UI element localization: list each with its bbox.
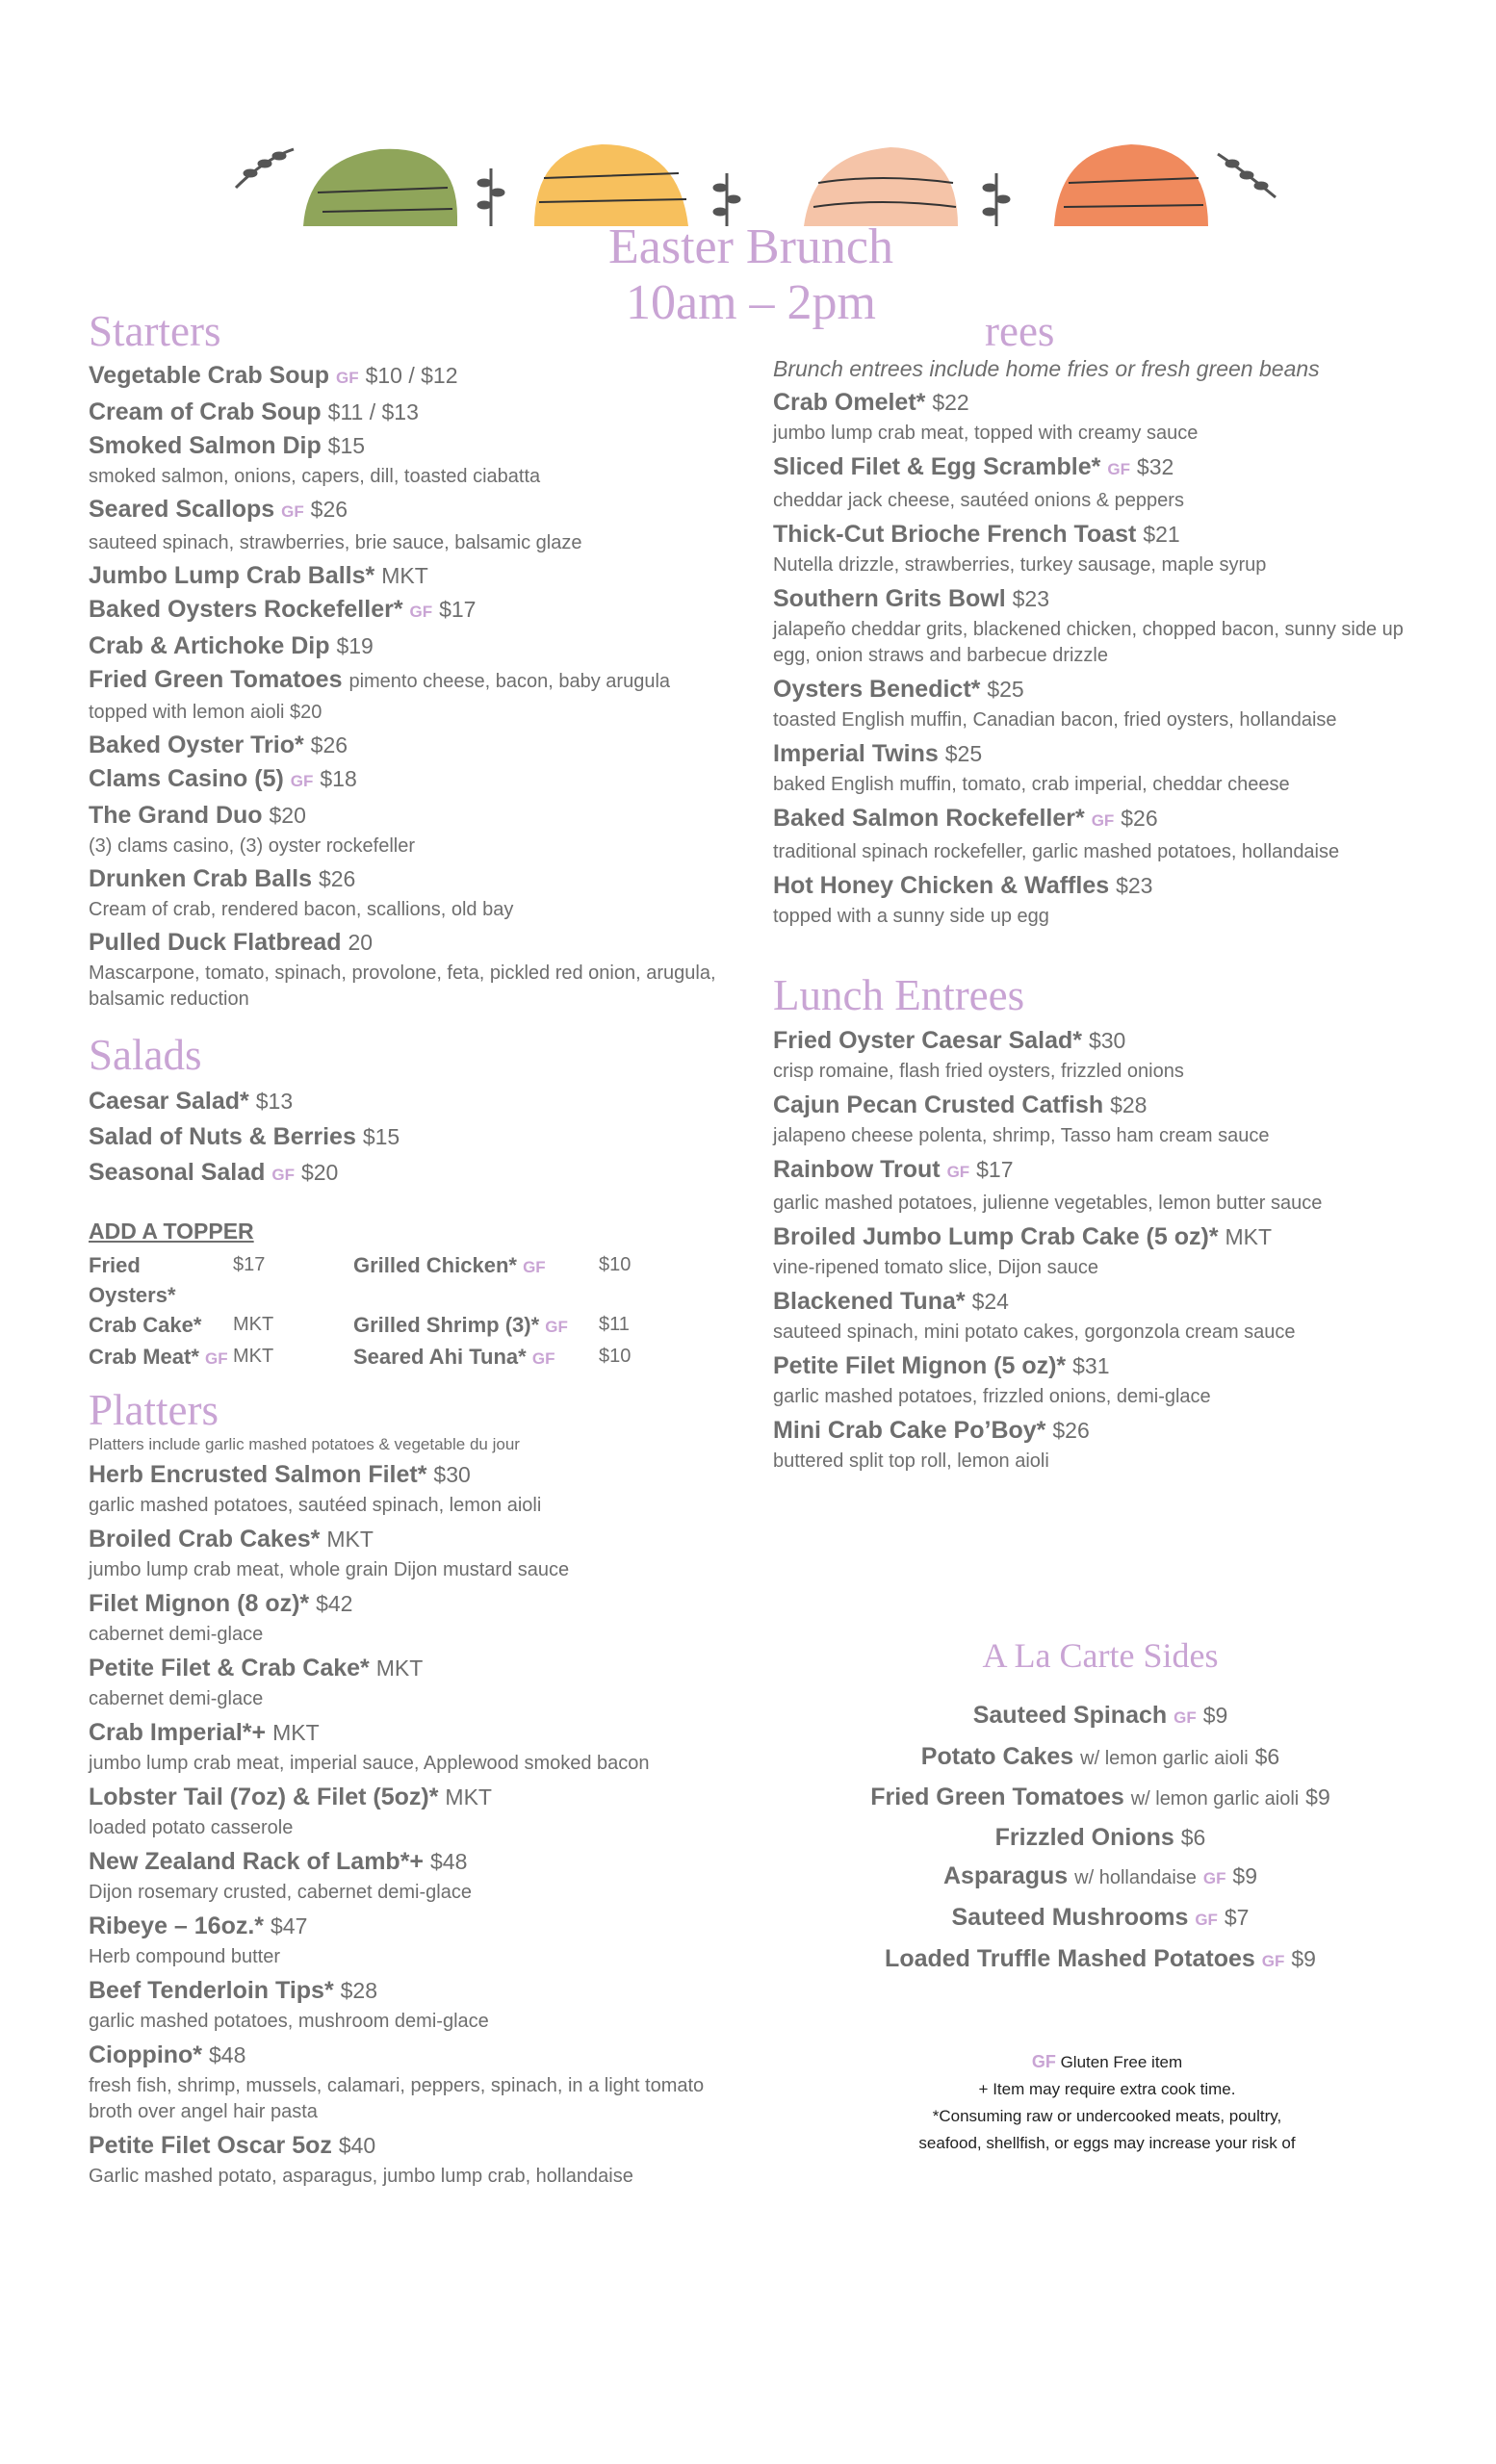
topper-name: Seared Ahi Tuna* GF [353,1345,555,1369]
sides-list [812,1696,1389,1981]
sprig-icon [984,173,1009,226]
footnote-consumer-warning-2: seafood, shellfish, or eggs may increase your risk of [918,2134,1296,2152]
item-description: Cream of crab, rendered bacon, scallions, old bay [89,899,514,920]
item-name: Hot Honey Chicken & Waffles [773,872,1110,899]
topper-price: $11 [599,1314,630,1335]
item-description: Nutella drizzle, strawberries, turkey sausage, maple syrup [773,554,1267,576]
item-name: Baked Salmon Rockefeller* [773,805,1085,832]
menu-item [773,804,1428,835]
item-name: The Grand Duo [89,802,263,829]
item-description: garlic mashed potatoes, mushroom demi-glace [89,2011,489,2032]
brunch-list [773,388,1428,930]
menu-item [89,2040,753,2069]
side-price: $9 [1232,1863,1258,1888]
side-price: $9 [1291,1946,1316,1971]
side-name: Sauteed Mushrooms [951,1904,1189,1931]
menu-item [89,1460,753,1489]
gf-badge: GF [946,1163,970,1181]
right-column [773,306,1428,1475]
item-price: $25 [944,741,983,766]
item-name: Southern Grits Bowl [773,585,1006,612]
menu-item [89,1912,753,1940]
section-heading-sides: A La Carte Sides [982,1636,1219,1675]
topper-table [89,1250,631,1373]
gf-badge: GF [1174,1708,1197,1727]
item-description: cheddar jack cheese, sautéed onions & peppers [773,490,1184,511]
footnote-consumer-warning-1: *Consuming raw or undercooked meats, poultry, [932,2107,1282,2125]
menu-item [89,631,753,660]
topper-price: $10 [599,1346,632,1367]
side-item [812,1737,1389,1778]
item-price: $22 [932,390,969,415]
item-description: garlic mashed potatoes, julienne vegetables, lemon butter sauce [773,1193,1323,1214]
gf-badge: GF [1107,460,1130,478]
gf-badge: GF [1031,2052,1056,2071]
item-name: Petite Filet Oscar 5oz [89,2132,332,2159]
orange-egg-icon [1054,144,1208,226]
item-price: MKT [1225,1224,1273,1249]
sides-block [812,1636,1389,1981]
item-price: $47 [270,1913,308,1938]
item-inline-desc: pimento cheese, bacon, baby arugula [348,671,671,692]
item-name: Rainbow Trout [773,1156,941,1183]
gf-badge: GF [1202,1869,1226,1887]
side-name: Frizzled Onions [994,1824,1174,1851]
item-price: $31 [1072,1353,1110,1378]
item-price: 20 [348,930,374,955]
topper-heading: ADD A TOPPER [89,1219,254,1244]
item-name: Jumbo Lump Crab Balls* [89,562,375,589]
gf-badge: GF [205,1349,228,1368]
menu-item [89,1783,753,1811]
item-price: $13 [255,1089,294,1114]
side-price: $9 [1305,1784,1330,1810]
footnote-gf-text: Gluten Free item [1060,2053,1183,2071]
title-line-2: 10am – 2pm [626,275,876,330]
item-description: jumbo lump crab meat, topped with creamy sauce [773,423,1199,444]
item-price: MKT [381,563,428,588]
side-name: Fried Green Tomatoes [870,1784,1124,1810]
footnotes [866,2048,1348,2157]
item-price: $28 [1110,1092,1148,1117]
topper-price: MKT [233,1346,274,1367]
lunch-list [773,1026,1428,1475]
platters-list [89,1460,753,2190]
gf-badge: GF [523,1258,546,1276]
item-name: Caesar Salad* [89,1088,249,1115]
topper-name: Grilled Chicken* GF [353,1253,546,1277]
item-name: Filet Mignon (8 oz)* [89,1590,310,1617]
item-price: $26 [310,732,348,757]
menu-item [773,675,1428,704]
menu-item [773,1222,1428,1251]
item-name: Fried Green Tomatoes [89,666,343,693]
topper-row [89,1250,631,1310]
item-name: Crab Imperial*+ [89,1719,267,1746]
topper-name: Crab Meat* GF [89,1345,228,1369]
item-name: Seared Scallops [89,496,275,523]
menu-item [89,1589,753,1618]
item-name: Pulled Duck Flatbread [89,929,342,956]
item-price: $21 [1143,522,1180,547]
item-name: Crab & Artichoke Dip [89,632,330,659]
item-price: $23 [1116,873,1153,898]
item-name: Imperial Twins [773,740,939,767]
item-description: sauteed spinach, strawberries, brie sauce, balsamic glaze [89,532,582,553]
side-item [812,1898,1389,1939]
item-name: Petite Filet & Crab Cake* [89,1655,370,1681]
topper-row [89,1342,631,1373]
item-price: $26 [318,866,356,891]
side-price: $7 [1224,1905,1250,1930]
item-name: Sliced Filet & Egg Scramble* [773,453,1101,480]
item-name: Oysters Benedict* [773,676,981,703]
item-price: $18 [320,766,357,791]
side-item [812,1857,1389,1898]
item-price: MKT [272,1720,320,1745]
menu-item [89,801,753,830]
item-price: $48 [429,1849,468,1874]
item-name: Salad of Nuts & Berries [89,1123,356,1150]
menu-item [89,595,753,627]
item-name: Thick-Cut Brioche French Toast [773,521,1137,548]
topper-price: MKT [233,1314,274,1335]
menu-item [89,928,753,957]
gf-badge: GF [1261,1952,1285,1970]
item-name: Fried Oyster Caesar Salad* [773,1027,1082,1054]
item-price: $15 [362,1124,400,1149]
side-price: $9 [1202,1703,1228,1728]
item-price: MKT [445,1784,492,1810]
item-price: $26 [1121,806,1158,831]
platters-note: Platters include garlic mashed potatoes & vegetable du jour [89,1435,520,1453]
item-name: Lobster Tail (7oz) & Filet (5oz)* [89,1784,439,1810]
item-name: Drunken Crab Balls [89,865,313,892]
side-item [812,1696,1389,1737]
menu-item [773,871,1428,900]
item-description: garlic mashed potatoes, sautéed spinach, lemon aioli [89,1495,542,1516]
yellow-egg-icon [534,144,688,226]
item-price: MKT [326,1527,374,1552]
menu-item [773,1155,1428,1187]
item-description: jalapeño cheddar grits, blackened chicken, chopped bacon, sunny side up egg, onion straws and barbecue drizzle [773,619,1404,666]
menu-item [89,1122,753,1151]
item-name: New Zealand Rack of Lamb*+ [89,1848,425,1875]
section-heading-starters: Starters [89,307,221,355]
item-price: $25 [987,677,1024,702]
item-name: Baked Oysters Rockefeller* [89,596,403,623]
gf-badge: GF [1091,811,1115,830]
item-description: baked English muffin, tomato, crab imperial, cheddar cheese [773,774,1290,795]
brunch-note: Brunch entrees include home fries or fresh green beans [773,356,1320,381]
section-heading-brunch: rees [985,307,1055,355]
menu-item [89,1525,753,1553]
menu-item [773,1351,1428,1380]
menu-item [773,1091,1428,1119]
menu-item [89,731,753,759]
menu-item [773,520,1428,549]
item-price: $17 [439,597,477,622]
side-inline-desc: w/ hollandaise [1074,1867,1197,1888]
item-name: Broiled Jumbo Lump Crab Cake (5 oz)* [773,1223,1219,1250]
item-price: $48 [208,2042,246,2067]
item-name: Baked Oyster Trio* [89,732,304,758]
menu-item [773,1287,1428,1316]
sprig-icon [478,168,503,226]
item-name: Vegetable Crab Soup [89,362,330,389]
gf-badge: GF [271,1166,295,1184]
side-item [812,1818,1389,1857]
item-description: traditional spinach rockefeller, garlic mashed potatoes, hollandaise [773,841,1340,862]
sprig-icon [236,149,294,188]
item-description: Mascarpone, tomato, spinach, provolone, feta, pickled red onion, arugula, balsamic reduction [89,962,716,1010]
item-name: Ribeye – 16oz.* [89,1912,265,1939]
menu-item [89,398,753,426]
salads-list [89,1087,753,1190]
item-description: Garlic mashed potato, asparagus, jumbo lump crab, hollandaise [89,2166,633,2187]
topper-price: $10 [599,1254,632,1275]
menu-item [89,361,753,393]
item-description: loaded potato casserole [89,1817,294,1838]
side-price: $6 [1180,1825,1206,1850]
side-inline-desc: w/ lemon garlic aioli [1080,1748,1249,1769]
side-inline-desc: w/ lemon garlic aioli [1130,1788,1300,1810]
menu-item [89,1847,753,1876]
item-price: $17 [976,1157,1014,1182]
menu-item [773,739,1428,768]
menu-item [89,1718,753,1747]
side-name: Sauteed Spinach [972,1702,1168,1729]
item-price: $28 [340,1978,378,2003]
item-name: Crab Omelet* [773,389,926,416]
menu-item [89,561,753,590]
item-price: $26 [1052,1418,1090,1443]
topper-row [89,1310,631,1342]
item-description: smoked salmon, onions, capers, dill, toasted ciabatta [89,466,541,487]
item-price: $20 [269,803,306,828]
item-name: Cioppino* [89,2041,203,2068]
item-description: vine-ripened tomato slice, Dijon sauce [773,1257,1098,1278]
section-heading-salads: Salads [89,1031,202,1079]
topper-price: $17 [233,1254,266,1275]
peach-egg-icon [804,147,958,226]
item-description: crisp romaine, flash fried oysters, frizzled onions [773,1061,1184,1082]
item-description: cabernet demi-glace [89,1688,264,1709]
item-description: (3) clams casino, (3) oyster rockefeller [89,835,415,857]
item-description: toasted English muffin, Canadian bacon, fried oysters, hollandaise [773,709,1337,731]
item-description: Herb compound butter [89,1946,281,1967]
menu-item [773,1026,1428,1055]
gf-badge: GF [531,1349,555,1368]
menu-item [89,764,753,796]
item-price: $11 / $13 [327,399,419,424]
item-price: $40 [338,2133,376,2158]
item-price: $32 [1136,454,1174,479]
item-description: topped with lemon aioli $20 [89,702,322,723]
gf-badge: GF [290,772,314,790]
side-name: Potato Cakes [920,1743,1074,1770]
topper-name: Crab Cake* [89,1313,202,1337]
left-column [89,306,753,2190]
item-description: fresh fish, shrimp, mussels, calamari, peppers, spinach, in a light tomato broth over angel hair pasta [89,2075,705,2122]
gf-badge: GF [1195,1911,1218,1929]
title-line-1: Easter Brunch [607,219,893,274]
menu-item [89,1976,753,2005]
item-description: topped with a sunny side up egg [773,906,1049,927]
gf-badge: GF [336,369,359,387]
menu-item [773,388,1428,417]
gf-badge: GF [281,502,304,521]
item-description: cabernet demi-glace [89,1624,264,1645]
menu-item [89,1087,753,1116]
item-price: $23 [1012,586,1050,611]
side-price: $6 [1254,1744,1280,1769]
item-price: $30 [1088,1028,1126,1053]
item-description: jalapeno cheese polenta, shrimp, Tasso ham cream sauce [773,1125,1270,1146]
gf-badge: GF [409,603,433,621]
menu-item [89,495,753,526]
sprig-icon [1218,154,1276,197]
menu-item [773,452,1428,484]
menu-item [89,665,753,696]
menu-item [773,584,1428,613]
side-name: Asparagus [942,1862,1069,1889]
menu-item [89,431,753,460]
item-price: MKT [375,1656,424,1681]
item-name: Broiled Crab Cakes* [89,1526,321,1553]
footnote-cook-time: + Item may require extra cook time. [978,2080,1236,2098]
item-name: Cream of Crab Soup [89,398,322,425]
item-name: Petite Filet Mignon (5 oz)* [773,1352,1067,1379]
item-description: jumbo lump crab meat, whole grain Dijon mustard sauce [89,1559,570,1580]
gf-badge: GF [545,1318,568,1336]
sprig-icon [714,173,739,226]
menu-item [773,1416,1428,1445]
menu-item [89,2131,753,2160]
item-price: $10 / $12 [365,363,458,388]
item-price: $30 [433,1462,471,1487]
menu-item [89,864,753,893]
item-price: $26 [310,497,348,522]
item-description: garlic mashed potatoes, frizzled onions, demi-glace [773,1386,1211,1407]
section-heading-platters: Platters [89,1386,219,1434]
item-description: buttered split top roll, lemon aioli [773,1450,1049,1472]
menu-item [89,1158,753,1190]
item-description: jumbo lump crab meat, imperial sauce, Applewood smoked bacon [89,1753,650,1774]
starters-list [89,361,753,1013]
menu-item [89,1654,753,1682]
green-egg-icon [303,149,457,226]
item-name: Beef Tenderloin Tips* [89,1977,334,2004]
item-price: $15 [327,433,366,458]
item-price: $19 [336,633,374,658]
side-name: Loaded Truffle Mashed Potatoes [885,1945,1255,1972]
item-name: Cajun Pecan Crusted Catfish [773,1091,1104,1118]
topper-block [89,1219,753,1373]
topper-name: Grilled Shrimp (3)* GF [353,1313,568,1337]
item-price: $24 [971,1289,1009,1314]
item-name: Clams Casino (5) [89,765,284,792]
item-name: Blackened Tuna* [773,1288,966,1315]
topper-name: Fried Oysters* [89,1253,176,1307]
item-price: $20 [300,1160,339,1185]
item-name: Mini Crab Cake Po’Boy* [773,1417,1046,1444]
footnote-gf [866,2048,1348,2076]
item-name: Herb Encrusted Salmon Filet* [89,1461,427,1488]
side-item [812,1778,1389,1818]
side-item [812,1939,1389,1981]
item-name: Seasonal Salad [89,1159,266,1186]
item-description: sauteed spinach, mini potato cakes, gorgonzola cream sauce [773,1322,1296,1343]
section-heading-lunch: Lunch Entrees [773,971,1025,1019]
item-price: $42 [316,1591,353,1616]
item-description: Dijon rosemary crusted, cabernet demi-glace [89,1882,472,1903]
item-name: Smoked Salmon Dip [89,432,322,459]
